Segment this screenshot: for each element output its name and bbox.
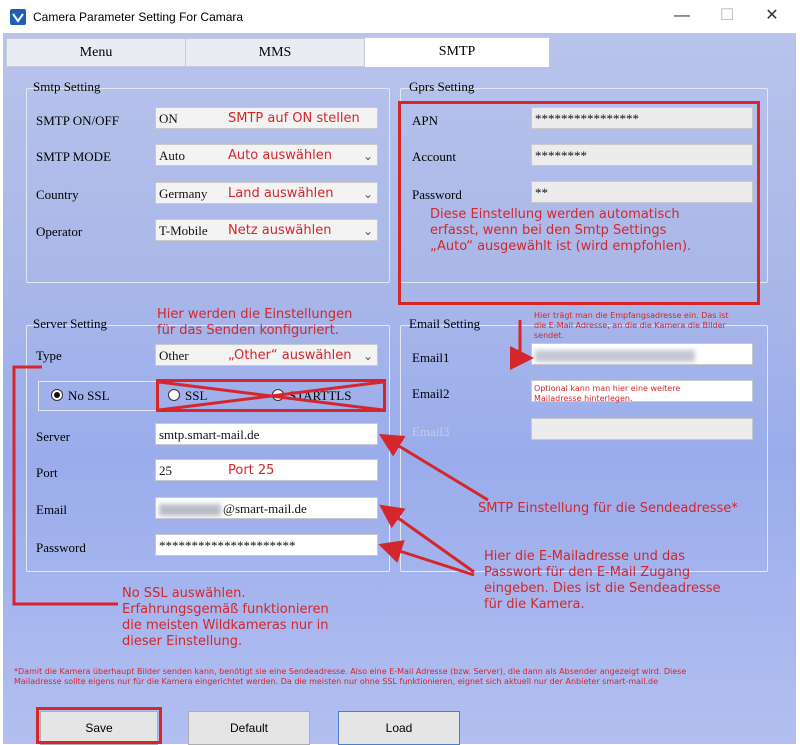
annotation-smtp-sender: SMTP Einstellung für die Sendeadresse* xyxy=(478,501,738,516)
type-label: Type xyxy=(36,348,62,363)
email3-label: Email3 xyxy=(412,424,450,439)
annotation-nossl-note: No SSL auswählen. Erfahrungsgemäß funktionieren die meisten Wildkameras nur in dieser Einstellung. xyxy=(122,586,329,649)
email-field[interactable] xyxy=(155,497,378,519)
apn-label: APN xyxy=(412,113,439,128)
apn-value: **************** xyxy=(535,111,639,126)
annotation-auto: Auto auswählen xyxy=(228,148,332,163)
ssl-label: SSL xyxy=(185,388,208,403)
app-icon xyxy=(10,9,26,25)
email2-label: Email2 xyxy=(412,386,450,401)
default-button[interactable]: Default xyxy=(188,711,310,745)
gprs-password-label: Password xyxy=(412,187,462,202)
email-local-part-blurred xyxy=(159,504,221,516)
title-bar xyxy=(0,0,800,33)
account-field[interactable] xyxy=(531,144,753,166)
chevron-down-icon: ⌄ xyxy=(362,224,373,238)
chevron-down-icon: ⌄ xyxy=(362,349,373,363)
account-value: ******** xyxy=(535,148,587,163)
close-button[interactable]: ✕ xyxy=(765,7,779,24)
minimize-button[interactable]: — xyxy=(674,7,690,24)
server-password-value: ********************* xyxy=(159,538,296,553)
tab-menu[interactable]: Menu xyxy=(6,38,186,67)
annotation-server-note: Hier werden die Einstellungen für das Senden konfiguriert. xyxy=(157,307,353,338)
annotation-other: „Other“ auswählen xyxy=(228,348,352,363)
save-highlight-box xyxy=(36,707,162,744)
chevron-down-icon: ⌄ xyxy=(362,187,373,201)
annotation-gprs-note: Diese Einstellung werden automatisch erfasst, wenn bei den Smtp Settings „Auto“ ausgewählt ist (wird empfohlen). xyxy=(430,207,692,254)
radio-no-ssl[interactable] xyxy=(51,389,63,401)
email-setting-title: Email Setting xyxy=(409,316,481,331)
annotation-footnote: *Damit die Kamera überhaupt Bilder senden kann, benötigt sie eine Sendeadresse. Also eine E-Mail Adresse (bzw. Server), die dann als Absender angezeigt wird. Diese Mailadresse sollte eigens nur für die Kamera eingerichtet werden. Da die meisten nur ohne SSL funktionieren, eignet sich aktuell nur der Anbieter smart-mail.de xyxy=(14,667,687,686)
chevron-down-icon: ⌄ xyxy=(362,149,373,163)
country-value: Germany xyxy=(159,186,208,201)
email-value: @smart-mail.de xyxy=(223,501,307,516)
ssl-crossed-box xyxy=(156,379,386,412)
port-value: 25 xyxy=(159,463,172,478)
annotation-netz: Netz auswählen xyxy=(228,223,332,238)
server-password-field[interactable] xyxy=(155,534,378,556)
annotation-port: Port 25 xyxy=(228,463,275,478)
server-label: Server xyxy=(36,429,70,444)
country-label: Country xyxy=(36,187,79,202)
save-button[interactable]: Save xyxy=(40,711,158,745)
smtp-mode-value: Auto xyxy=(159,148,185,163)
email-label: Email xyxy=(36,502,68,517)
annotation-credentials-note: Hier die E-Mailadresse und das Passwort für den E-Mail Zugang eingeben. Dies ist die Sendeadresse für die Kamera. xyxy=(484,549,721,612)
annotation-email2-note: Optional kann man hier eine weitere Mailadresse hinterlegen. xyxy=(534,384,681,403)
annotation-land: Land auswählen xyxy=(228,186,334,201)
gprs-setting-title: Gprs Setting xyxy=(409,79,475,94)
smtp-setting-title: Smtp Setting xyxy=(33,79,101,94)
type-value: Other xyxy=(159,348,189,363)
operator-label: Operator xyxy=(36,224,83,239)
port-label: Port xyxy=(36,465,58,480)
maximize-button[interactable]: ☐ xyxy=(719,7,735,24)
smtp-mode-label: SMTP MODE xyxy=(36,149,112,164)
annotation-smtp-on: SMTP auf ON stellen xyxy=(228,111,360,126)
no-ssl-label: No SSL xyxy=(68,388,110,403)
server-field[interactable] xyxy=(155,423,378,445)
server-value: smtp.smart-mail.de xyxy=(159,427,260,442)
server-setting-title: Server Setting xyxy=(33,316,108,331)
email1-value-blurred xyxy=(535,350,695,362)
gprs-highlight-box xyxy=(398,101,760,305)
smtp-onoff-value: ON xyxy=(159,111,178,126)
window-title: Camera Parameter Setting For Camara xyxy=(33,10,244,24)
email3-field[interactable] xyxy=(531,418,753,440)
apn-field[interactable] xyxy=(531,107,753,129)
server-password-label: Password xyxy=(36,540,86,555)
gprs-password-value: ** xyxy=(535,185,548,200)
load-button[interactable]: Load xyxy=(338,711,460,745)
email1-label: Email1 xyxy=(412,350,450,365)
tab-mms[interactable]: MMS xyxy=(185,38,365,67)
smtp-onoff-label: SMTP ON/OFF xyxy=(36,113,119,128)
starttls-label: STARTTLS xyxy=(289,388,352,403)
tab-smtp[interactable]: SMTP xyxy=(364,37,550,67)
email1-field[interactable] xyxy=(531,343,753,365)
operator-value: T-Mobile xyxy=(159,223,208,238)
account-label: Account xyxy=(412,149,457,164)
gprs-password-field[interactable] xyxy=(531,181,753,203)
annotation-email1-note: Hier trägt man die Empfangsadresse ein. Das ist die E-Mail Adresse, an die die Kamera die Bilder sendet. xyxy=(534,311,729,340)
